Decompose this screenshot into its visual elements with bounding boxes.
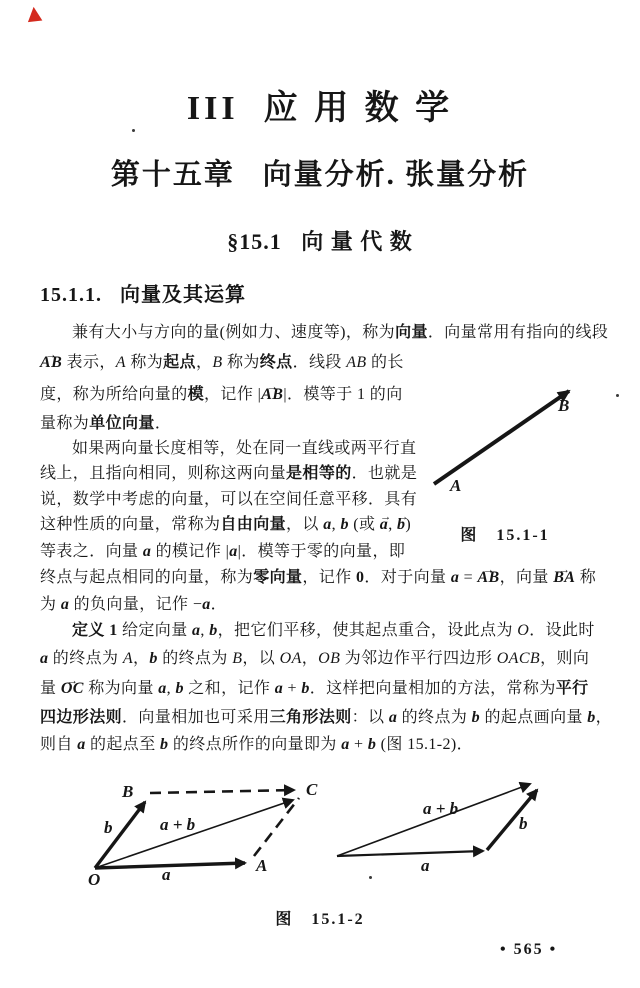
figure-15-1-2-triangle (335, 772, 580, 880)
vector-notation: AB → (40, 352, 62, 374)
vector-a-plus-b-label: a + b (160, 815, 196, 834)
text-segment: + (283, 680, 302, 697)
text-segment: 称 (575, 569, 597, 586)
text-segment: a (77, 736, 86, 753)
vector-a-line (337, 851, 483, 856)
text-segment: 线上，且指向相同，则称这两向量 (40, 465, 287, 482)
figure-15-1-1-caption: 图 15.1-1 (460, 527, 550, 544)
vector-notation: AB → (477, 567, 499, 589)
vector-notation: AB → (261, 384, 283, 406)
text-segment: , (200, 622, 210, 639)
text-segment: ，以 (242, 650, 280, 667)
vector-a-label: a (421, 856, 430, 875)
text-segment: ) (405, 516, 412, 533)
text-segment: A (122, 650, 133, 667)
section-title: §15.1 向 量 代 数 (227, 229, 413, 254)
text-line (72, 620, 595, 642)
text-line (40, 541, 405, 563)
text-line (40, 594, 227, 616)
text-line (40, 567, 596, 589)
scan-speck (132, 129, 135, 132)
text-segment: a (450, 569, 460, 586)
text-segment: a (202, 596, 211, 613)
triangle-rule-diagram (335, 772, 580, 880)
text-segment: OACB (496, 650, 541, 667)
text-segment: 度，称为所给向量的 (40, 386, 188, 403)
text-line (72, 322, 608, 344)
text-segment: 平行 (555, 680, 589, 697)
point-a-label: A (256, 856, 268, 875)
vector-b-label: b (104, 818, 113, 837)
text-line (40, 352, 404, 374)
text-segment: 称为向量 (83, 680, 159, 697)
text-segment: ， (133, 650, 150, 667)
parallelogram-rule-diagram (60, 773, 328, 893)
text-segment: 说，数学中考虑的向量，可以在空间任意平移．具有 (40, 491, 418, 508)
text-segment: 称为 (125, 354, 164, 371)
vector-ab-diagram (428, 378, 633, 518)
text-segment: a (229, 543, 238, 560)
text-segment: b (471, 709, 481, 726)
text-segment: 则自 (40, 736, 78, 753)
point-c-label: C (306, 780, 318, 799)
text-line (40, 463, 417, 485)
text-segment: ． (154, 415, 172, 432)
dashed-bc-line (150, 790, 294, 793)
text-segment: A (115, 354, 126, 371)
point-b-label: B (122, 782, 134, 801)
text-segment: ．设此时 (529, 622, 595, 639)
text-segment: 自由向量 (220, 516, 287, 533)
text-segment: 定义 1 (72, 622, 118, 639)
text-segment: ：以 (351, 709, 389, 726)
text-segment: OA (279, 650, 302, 667)
text-segment: a (142, 543, 152, 560)
text-segment: b (175, 680, 184, 697)
text-segment: |．模等于零的向量，即 (237, 543, 406, 560)
text-segment: ．向量常用有指向的线段 (427, 324, 609, 341)
text-segment: 量 (40, 680, 61, 697)
text-segment: , (331, 516, 341, 533)
text-segment: 是相等的 (286, 465, 352, 482)
page-number: • 565 • (500, 941, 558, 958)
text-segment: 的长 (366, 354, 404, 371)
figure-15-1-2-parallelogram (60, 773, 328, 893)
text-segment: a (192, 622, 201, 639)
text-segment: 表示， (62, 354, 116, 371)
text-segment: 兼有大小与方向的量(例如力、速度等)，称为 (72, 324, 396, 341)
text-segment: ，把它们平移，使其起点重合，设此点为 (217, 622, 518, 639)
text-segment: b (340, 516, 349, 533)
text-line (40, 489, 417, 511)
text-segment: B (232, 650, 243, 667)
text-segment: 的终点为 (157, 650, 233, 667)
vector-b-line (95, 802, 145, 868)
text-segment: (或 (348, 516, 380, 533)
red-stamp-icon: ▲ (25, 1, 43, 25)
text-segment: ．这样把向量相加的方法，常称为 (309, 680, 556, 697)
text-segment: 的终点为 (48, 650, 123, 667)
text-segment: 终点与起点相同的向量，称为 (40, 569, 254, 586)
text-segment: 等表之．向量 (40, 543, 143, 560)
text-segment: b (149, 650, 158, 667)
text-segment: a (388, 709, 398, 726)
text-segment: 的起点至 (85, 736, 161, 753)
text-segment: ， (195, 354, 213, 371)
text-segment: + (349, 736, 368, 753)
text-segment: (图 15.1-2)． (376, 736, 474, 753)
vector-notation: a → (380, 514, 388, 536)
point-a-label: A (450, 476, 462, 495)
text-segment: 的起点画向量 (480, 709, 588, 726)
part-title: III 应 用 数 学 (186, 90, 454, 127)
text-segment: ．线段 (292, 354, 347, 371)
text-segment: ． (210, 596, 228, 613)
text-segment: 的模记作 | (151, 543, 230, 560)
text-line (40, 514, 411, 536)
text-segment: 为 (40, 596, 61, 613)
text-segment: 终点 (259, 354, 293, 371)
text-segment: = (459, 569, 478, 586)
text-segment: a (341, 736, 350, 753)
text-segment: ．也就是 (351, 465, 418, 482)
text-segment: O (517, 622, 530, 639)
text-segment: a (274, 680, 284, 697)
text-segment: 如果两向量长度相等，处在同一直线或两平行直 (72, 440, 417, 457)
text-line (40, 384, 403, 406)
text-segment: |．模等于 1 的向 (283, 386, 403, 403)
text-segment: 起点 (163, 354, 196, 371)
figure-15-1-1 (428, 378, 633, 518)
chapter-title: 第十五章 向量分析. 张量分析 (110, 159, 530, 191)
text-segment: 称为 (222, 354, 260, 371)
vector-ab-line (434, 391, 569, 484)
text-segment: 量称为 (40, 415, 90, 432)
text-line (40, 678, 589, 700)
vector-notation: b → (397, 514, 405, 536)
vector-a-plus-b-line (337, 784, 530, 856)
text-segment: b (587, 709, 596, 726)
text-segment: b (367, 736, 377, 753)
text-segment: ．对于向量 (364, 569, 451, 586)
text-segment: 向量 (395, 324, 428, 341)
point-o-label: O (88, 870, 101, 889)
text-segment: ，记作 | (204, 386, 262, 403)
text-segment: 为邻边作平行四边形 (340, 650, 497, 667)
point-b-label: B (558, 396, 570, 415)
text-segment: ．向量相加也可采用 (122, 709, 270, 726)
subsection-title: 15.1.1. 向量及其运算 (40, 284, 246, 306)
text-segment: ，记作 (302, 569, 357, 586)
text-segment: OB (318, 650, 341, 667)
text-segment: 单位向量 (89, 415, 155, 432)
text-segment: 三角形法则 (269, 709, 352, 726)
text-segment: 零向量 (253, 569, 303, 586)
text-segment: , (166, 680, 176, 697)
text-segment: b (209, 622, 218, 639)
vector-notation: OC → (61, 678, 84, 700)
scan-speck (616, 394, 619, 397)
text-segment: a (40, 650, 49, 667)
text-line (40, 413, 171, 435)
text-segment: 四边形法则 (40, 709, 123, 726)
text-line (72, 438, 416, 460)
text-segment: a (60, 596, 70, 613)
text-segment: ，以 (286, 516, 324, 533)
vector-b-line (487, 790, 537, 850)
text-line (40, 707, 612, 729)
text-segment: ， (301, 650, 319, 667)
vector-a-label: a (162, 865, 171, 884)
vector-notation: BA → (553, 567, 575, 589)
text-segment: ， (595, 709, 613, 726)
vector-b-label: b (519, 814, 528, 833)
text-segment: a (323, 516, 332, 533)
text-line (40, 648, 589, 670)
text-segment: B (212, 354, 223, 371)
text-segment: 模 (187, 386, 205, 403)
scan-speck (369, 876, 372, 879)
text-segment: 的终点为 (397, 709, 472, 726)
text-segment: ，向量 (499, 569, 554, 586)
text-segment: 0 (356, 569, 365, 586)
text-segment: 的终点所作的向量即为 (168, 736, 342, 753)
text-segment: 这种性质的向量，常称为 (40, 516, 221, 533)
text-segment: 之和，记作 (183, 680, 275, 697)
text-segment: b (301, 680, 310, 697)
figure-15-1-2-caption: 图 15.1-2 (275, 911, 365, 928)
text-segment: 给定向量 (117, 622, 193, 639)
text-segment: AB (346, 354, 367, 371)
dashed-ac-line (254, 798, 299, 856)
text-segment: a (158, 680, 167, 697)
text-line (40, 734, 473, 756)
text-segment: b (160, 736, 169, 753)
vector-a-plus-b-label: a + b (423, 799, 459, 818)
text-segment: 的负向量，记作 − (69, 596, 203, 613)
text-segment: ，则向 (540, 650, 590, 667)
text-segment: , (388, 516, 397, 533)
